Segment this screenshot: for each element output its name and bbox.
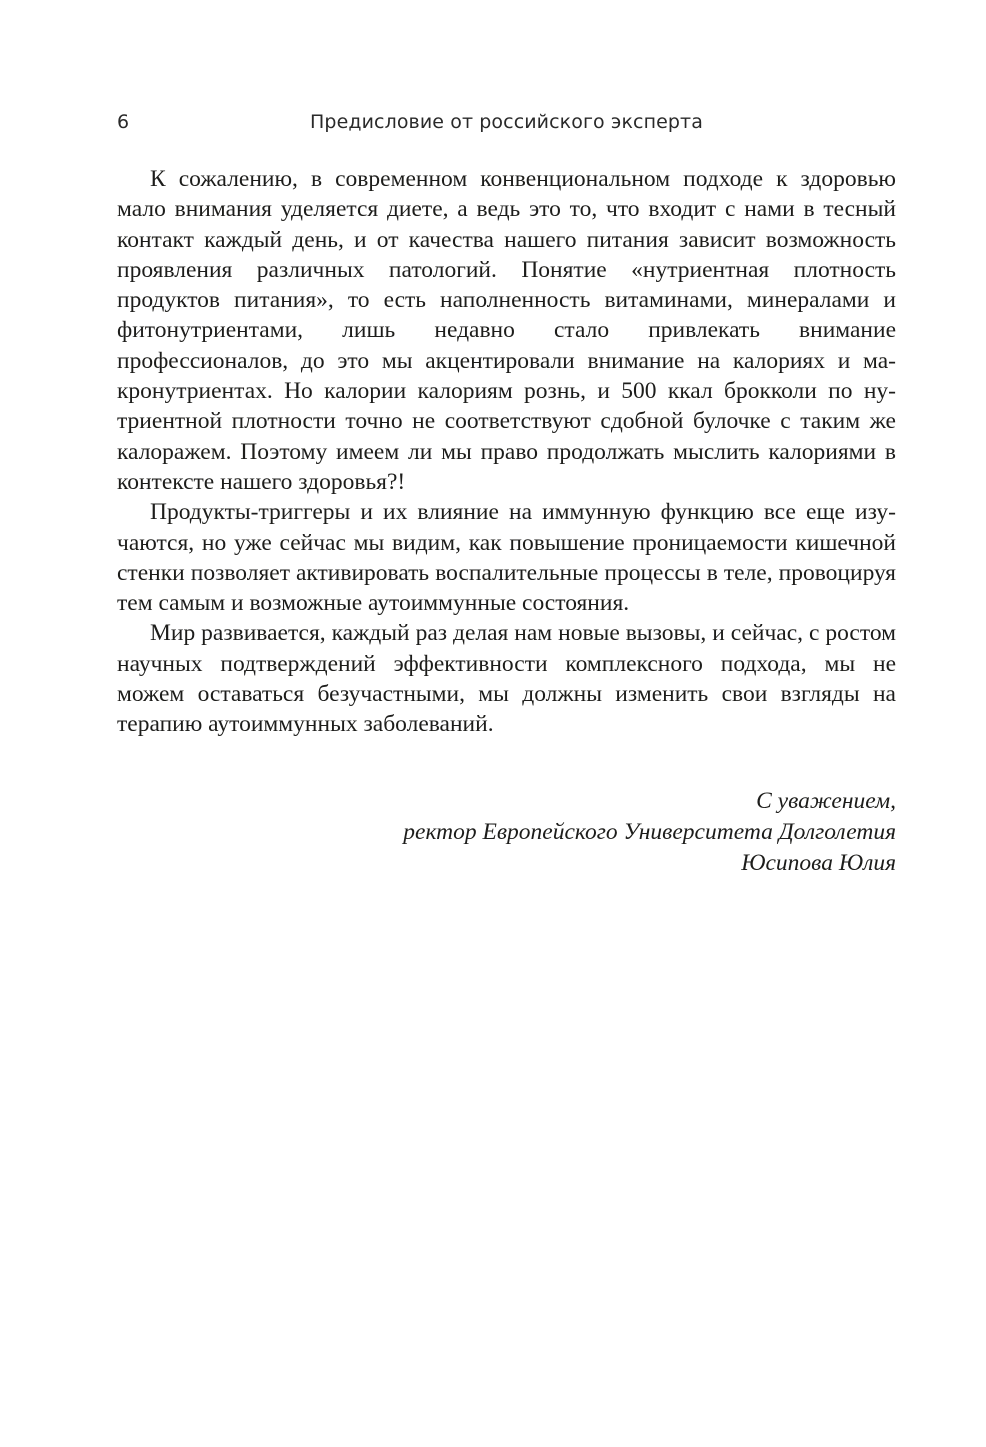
running-header-title: Предисловие от российского эксперта	[310, 111, 703, 133]
signature-position: ректор Европейского Университета Долголетия	[403, 819, 896, 845]
paragraph-1: К сожалению, в современном конвенциональном подходе к здоровью мало внимания уделяется диете, а ведь это то, что входит с нами в тесный контакт каждый день, и от качества нашего питания зависит возможность проявления различных патологий. Понятие «нутриентная плотность продуктов питания», то есть наполненность витаминами, минералами и фитонутриентами, лишь недавно стало привлекать внимание профессионалов, до это мы акцентировали внимание на калориях и макронутриентах. Но калории калориям рознь, и 500 ккал брокколи по нутриентной плотности точно не соответствуют сдобной булочке с таким же калоражем. Поэтому имеем ли мы право продолжать мыслить калориями в контексте нашего здоровья?!	[117, 166, 896, 495]
paragraph-2: Продукты-триггеры и их влияние на иммунную функцию все еще изучаются, но уже сейчас мы видим, как повышение проницаемости кишечной стенки позволяет активировать воспалительные процессы в теле, провоцируя тем самым и возможные аутоиммунные состояния.	[117, 499, 896, 617]
signature-name: Юсипова Юлия	[741, 850, 896, 876]
body-text	[117, 164, 896, 740]
paragraph-3: Мир развивается, каждый раз делая нам новые вызовы, и сейчас, с ростом научных подтверждений эффективности комплексного подхода, мы не можем оставаться безучастными, мы должны изменить свои взгляды на терапию аутоиммунных заболеваний.	[117, 620, 896, 738]
signature-block	[117, 786, 896, 879]
signature-greeting: С уважением,	[756, 788, 896, 814]
page-number: 6	[117, 111, 130, 133]
